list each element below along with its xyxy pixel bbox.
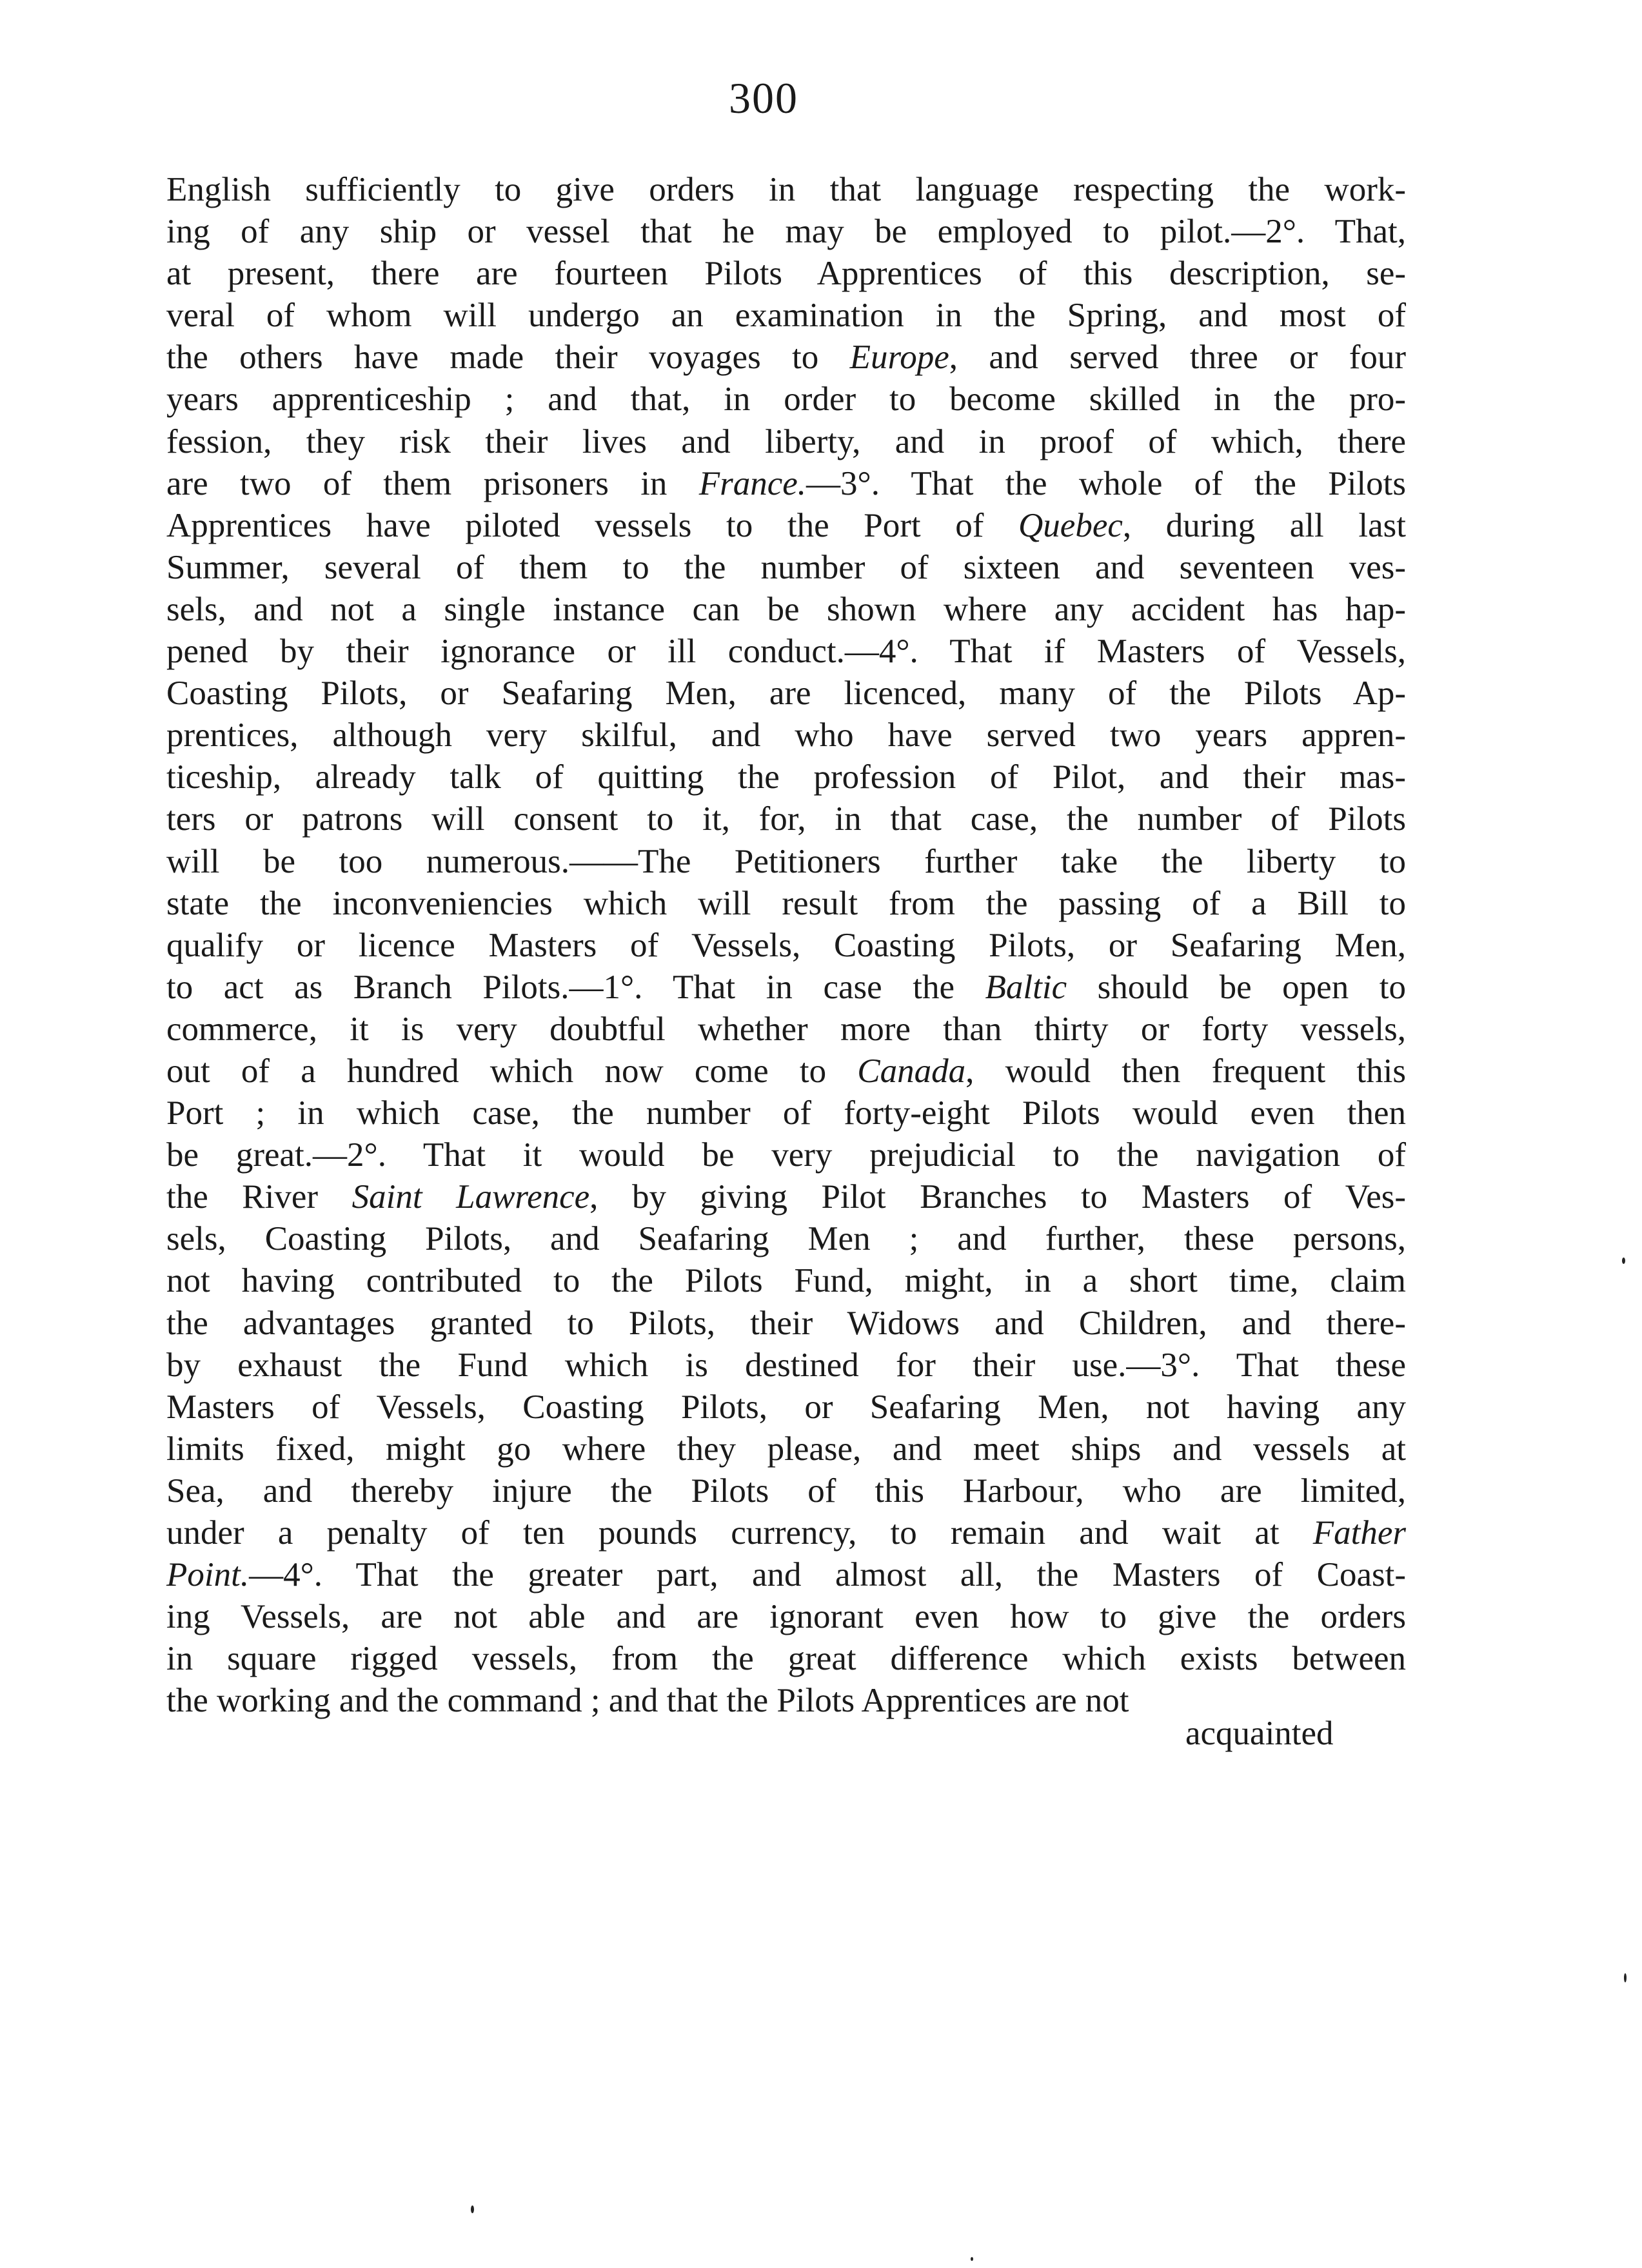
text-line <box>166 547 1406 589</box>
text-run: out of a hundred which now come to <box>166 1052 858 1090</box>
text-line <box>166 798 1406 840</box>
italic-run: Canada <box>857 1052 966 1090</box>
text-run: should be open to <box>1067 968 1406 1006</box>
text-run: —3°. That the whole of the Pilots <box>806 464 1406 502</box>
text-run: Masters of Vessels, Coasting Pilots, or Seafaring Men, not having any <box>166 1388 1406 1426</box>
text-line <box>166 1303 1406 1345</box>
text-run: ing Vessels, are not able and are ignorant even how to give the orders <box>166 1598 1406 1636</box>
text-line <box>166 379 1406 420</box>
text-run: not having contributed to the Pilots Fund, might, in a short time, claim <box>166 1262 1406 1300</box>
text-run: —4°. That the greater part, and almost all, the Masters of Coast- <box>249 1556 1406 1594</box>
italic-run: Quebec <box>1018 506 1123 544</box>
text-run: the River <box>166 1178 352 1216</box>
text-run: Apprentices have piloted vessels to the Port of <box>166 506 1019 544</box>
italic-run: Baltic <box>985 968 1067 1006</box>
text-line <box>166 1554 1406 1596</box>
text-run: , by giving Pilot Branches to Masters of Ves- <box>589 1178 1406 1216</box>
text-run: Sea, and thereby injure the Pilots of this Harbour, who are limited, <box>166 1472 1406 1510</box>
text-line <box>166 673 1406 715</box>
italic-run: France. <box>698 464 807 502</box>
text-line <box>166 589 1406 631</box>
text-line <box>166 883 1406 925</box>
text-run: fession, they risk their lives and liberty, and in proof of which, there <box>166 422 1406 460</box>
text-run: Port ; in which case, the number of forty-eight Pilots would even then <box>166 1094 1406 1132</box>
text-run: the others have made their voyages to <box>166 339 850 377</box>
text-line <box>166 1512 1406 1554</box>
text-run: , during all last <box>1122 506 1406 544</box>
text-run: to act as Branch Pilots.—1°. That in case the <box>166 968 985 1006</box>
italic-run: Father <box>1312 1514 1406 1552</box>
text-line <box>166 169 1406 211</box>
page-number: 300 <box>729 74 798 123</box>
text-line <box>166 1470 1406 1512</box>
text-line <box>166 337 1406 379</box>
text-run: prentices, although very skilful, and who have served two years appren- <box>166 716 1406 754</box>
text-run: will be too numerous.——The Petitioners further take the liberty to <box>166 842 1406 880</box>
text-line <box>166 1260 1406 1302</box>
text-line <box>166 1596 1406 1638</box>
text-run: commerce, it is very doubtful whether more than thirty or forty vessels, <box>166 1010 1406 1048</box>
text-run: be great.—2°. That it would be very prejudicial to the navigation of <box>166 1136 1406 1174</box>
text-line <box>166 756 1406 798</box>
text-line <box>166 631 1406 673</box>
text-line <box>166 1050 1406 1092</box>
text-line <box>166 295 1406 337</box>
text-line <box>166 715 1406 756</box>
text-line <box>166 967 1406 1009</box>
text-run: state the inconveniencies which will result from the passing of a Bill to <box>166 884 1406 922</box>
text-line <box>166 211 1406 253</box>
ink-speck <box>971 2257 973 2261</box>
text-run: sels, Coasting Pilots, and Seafaring Men ; and further, these persons, <box>166 1220 1406 1258</box>
text-run: Coasting Pilots, or Seafaring Men, are licenced, many of the Pilots Ap- <box>166 675 1406 713</box>
text-run: qualify or licence Masters of Vessels, Coasting Pilots, or Seafaring Men, <box>166 926 1406 964</box>
body-text <box>166 169 1406 1722</box>
text-line <box>166 1638 1406 1680</box>
catchword: acquainted <box>1185 1715 1334 1752</box>
text-run: years apprenticeship ; and that, in order to become skilled in the pro- <box>166 380 1406 419</box>
text-run: , would then frequent this <box>965 1052 1406 1090</box>
text-run: ticeship, already talk of quitting the profession of Pilot, and their mas- <box>166 758 1406 796</box>
text-line <box>166 505 1406 547</box>
text-line <box>166 1386 1406 1428</box>
text-run: limits fixed, might go where they please, and meet ships and vessels at <box>166 1430 1406 1468</box>
text-run: English sufficiently to give orders in that language respecting the work- <box>166 171 1406 208</box>
ink-speck <box>471 2205 474 2213</box>
text-line <box>166 925 1406 967</box>
text-run: sels, and not a single instance can be shown where any accident has hap- <box>166 590 1406 628</box>
text-run: under a penalty of ten pounds currency, to remain and wait at <box>166 1514 1313 1552</box>
italic-run: Europe <box>849 339 949 377</box>
text-line <box>166 1009 1406 1050</box>
italic-run: Point. <box>166 1556 250 1594</box>
text-run: the advantages granted to Pilots, their Widows and Children, and there- <box>166 1304 1406 1342</box>
ink-speck <box>1622 1257 1625 1264</box>
text-line <box>166 1134 1406 1176</box>
text-line <box>166 1092 1406 1134</box>
italic-run: Saint Lawrence <box>351 1178 590 1216</box>
text-line <box>166 1428 1406 1470</box>
text-run: , and served three or four <box>949 339 1406 377</box>
text-run: Summer, several of them to the number of sixteen and seventeen ves- <box>166 548 1406 586</box>
text-line <box>166 253 1406 295</box>
text-line <box>166 1218 1406 1260</box>
text-run: at present, there are fourteen Pilots Apprentices of this description, se- <box>166 255 1406 293</box>
text-line <box>166 1345 1406 1386</box>
text-run: ing of any ship or vessel that he may be employed to pilot.—2°. That, <box>166 213 1406 251</box>
text-run: in square rigged vessels, from the great difference which exists between <box>166 1640 1406 1678</box>
text-run: the working and the command ; and that the Pilots Apprentices are not <box>166 1682 1129 1720</box>
text-run: are two of them prisoners in <box>166 464 699 502</box>
text-line <box>166 1176 1406 1218</box>
ink-speck <box>1624 1973 1627 1982</box>
text-run: ters or patrons will consent to it, for, in that case, the number of Pilots <box>166 800 1406 838</box>
text-run: by exhaust the Fund which is destined for their use.—3°. That these <box>166 1346 1406 1384</box>
text-run: pened by their ignorance or ill conduct.—4°. That if Masters of Vessels, <box>166 633 1406 671</box>
text-run: veral of whom will undergo an examination in the Spring, and most of <box>166 297 1406 335</box>
text-line <box>166 421 1406 463</box>
text-line <box>166 463 1406 505</box>
text-line <box>166 841 1406 883</box>
